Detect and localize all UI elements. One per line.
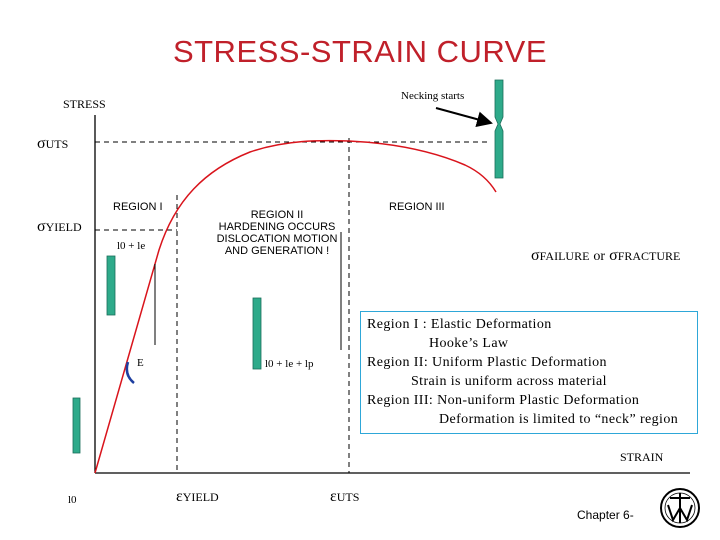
eps-yield-symbol: ε	[176, 488, 183, 505]
chapter-label: Chapter 6-	[577, 508, 634, 522]
plastic-length-label: l0 + le + lp	[265, 358, 314, 370]
necking-label: Necking starts	[401, 90, 465, 102]
sigma-uts-label	[37, 135, 68, 153]
legend-line: Region II: Uniform Plastic Deformation	[367, 355, 607, 370]
initial-length-label: l0	[68, 494, 77, 506]
legend-line: Hooke’s Law	[429, 336, 509, 351]
eps-uts-label	[330, 488, 359, 506]
sigma-failure-sub: FAILURE	[539, 249, 590, 263]
legend-line: Region III: Non-uniform Plastic Deformation	[367, 393, 640, 408]
region3-label: REGION III	[389, 201, 445, 213]
failure-or-text: or	[593, 249, 606, 264]
modulus-arc-icon	[127, 362, 134, 383]
specimen-elastic	[107, 256, 115, 315]
sigma-uts-symbol: σ	[37, 135, 46, 152]
sigma-yield-symbol: σ	[37, 218, 46, 235]
sigma-failure-label	[531, 247, 680, 265]
region2-line: HARDENING OCCURS	[218, 221, 336, 233]
region2-line: AND GENERATION !	[224, 245, 330, 257]
region2-line: REGION II	[250, 209, 304, 221]
sigma-failure-symbol: σ	[531, 247, 540, 264]
region2-label	[208, 209, 346, 257]
region2-line: DISLOCATION MOTION	[216, 233, 338, 245]
sigma-fracture-sub: FRACTURE	[617, 249, 681, 263]
necking-arrow-icon	[436, 108, 491, 123]
specimen-necked	[495, 80, 503, 178]
sigma-fracture-symbol: σ	[609, 247, 618, 264]
modulus-label: E	[137, 357, 144, 369]
x-axis-label: STRAIN	[620, 450, 664, 464]
legend-line: Strain is uniform across material	[411, 374, 607, 389]
sigma-yield-sub: YIELD	[45, 220, 82, 234]
legend-line: Region I : Elastic Deformation	[367, 317, 552, 332]
sigma-uts-sub: UTS	[45, 137, 69, 151]
eps-uts-symbol: ε	[330, 488, 337, 505]
y-axis-label: STRESS	[63, 97, 106, 111]
region1-label: REGION I	[113, 201, 163, 213]
legend-line: Deformation is limited to “neck” region	[439, 412, 679, 427]
eps-uts-sub: UTS	[336, 490, 360, 504]
eps-yield-sub: YIELD	[182, 490, 219, 504]
sigma-yield-label	[37, 218, 82, 236]
university-seal-icon	[661, 489, 699, 527]
page-title: STRESS-STRAIN CURVE	[172, 34, 548, 69]
eps-yield-label	[176, 488, 219, 506]
region-legend	[360, 311, 698, 434]
elastic-length-label: l0 + le	[117, 240, 146, 252]
specimen-initial	[73, 398, 80, 453]
specimen-plastic	[253, 298, 261, 369]
